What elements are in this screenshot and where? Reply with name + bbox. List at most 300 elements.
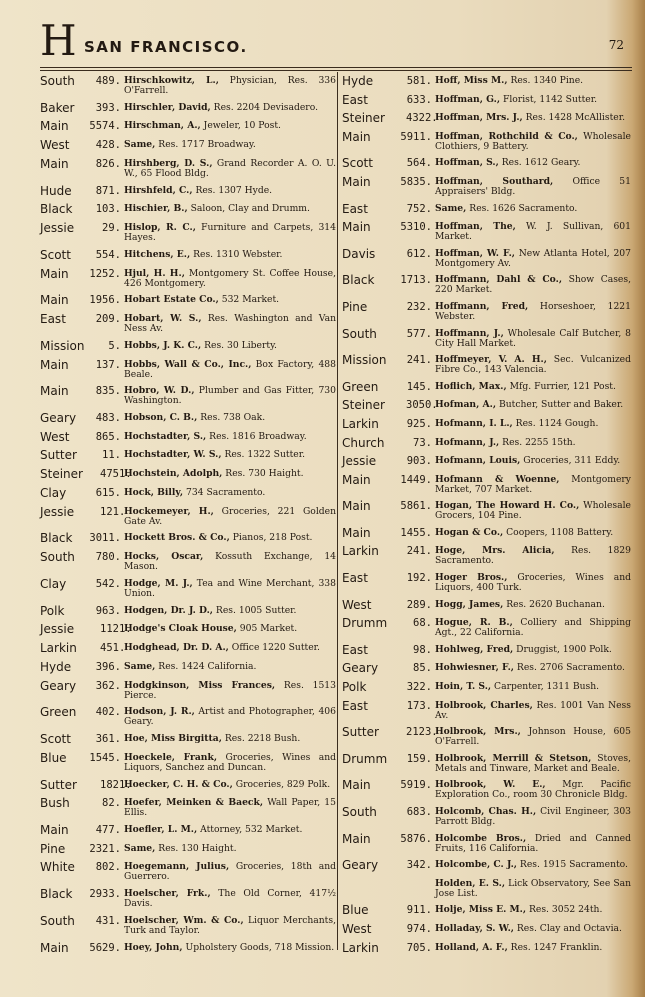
phone-number: 1455. xyxy=(400,526,432,539)
listing-name: Hochstadter, S., xyxy=(124,430,207,442)
exchange-name: Clay xyxy=(40,485,67,500)
listing-detail: Show Cases, 220 Market. xyxy=(435,274,631,296)
listing-text xyxy=(124,623,336,634)
header-rule-thin xyxy=(40,70,632,71)
exchange-name: East xyxy=(342,571,368,586)
listing-name: Hobson, C. B., xyxy=(124,412,198,424)
phone-number: 68. xyxy=(413,617,432,630)
exchange-name: Steiner xyxy=(40,467,83,482)
listing-text xyxy=(435,859,631,870)
exchange-name: Davis xyxy=(342,246,376,261)
listing-name: Hobbs, Wall & Co., Inc., xyxy=(124,358,252,370)
listing-name: Holje, Miss E. M., xyxy=(435,904,527,916)
listing-text xyxy=(435,753,631,774)
directory-entry xyxy=(40,75,336,96)
listing-detail: Jeweler, 10 Post. xyxy=(200,120,281,132)
phone-number: 554. xyxy=(95,248,121,261)
directory-entry xyxy=(342,500,631,521)
exchange-name: Black xyxy=(40,531,73,546)
listing-text xyxy=(435,700,631,721)
directory-entry xyxy=(342,644,631,657)
listing-detail: Res. 1247 Franklin. xyxy=(507,941,603,953)
listing-text xyxy=(435,599,631,610)
exchange-name: Baker xyxy=(40,100,75,115)
listing-name: Hoe, Miss Birgitta, xyxy=(124,733,222,745)
phone-number: 1956. xyxy=(89,294,121,307)
city-title: SAN FRANCISCO. xyxy=(84,38,248,56)
listing-text xyxy=(124,605,336,616)
listing-text xyxy=(435,437,631,448)
phone-number: 477. xyxy=(95,823,121,836)
listing-detail: Furniture and Carpets, 314 Hayes. xyxy=(124,222,336,244)
phone-number: 103. xyxy=(95,203,121,216)
exchange-name: East xyxy=(342,698,368,713)
listing-text xyxy=(435,248,631,269)
directory-entry xyxy=(342,437,631,450)
listing-name: Hoffman, W. F., xyxy=(435,247,515,259)
phone-number: 963. xyxy=(95,604,121,617)
directory-entry xyxy=(342,527,631,540)
listing-detail: Res. 1340 Pine. xyxy=(507,75,584,86)
listing-name: Holladay, S. W., xyxy=(435,922,514,934)
listing-detail: Saloon, Clay and Drumm. xyxy=(187,203,310,215)
listing-name: Hodgkinson, Miss Frances, xyxy=(124,679,276,691)
exchange-name: Hyde xyxy=(342,74,374,88)
listing-text xyxy=(435,301,631,322)
listing-name: Hoffman, S., xyxy=(435,157,499,169)
listing-text xyxy=(124,468,336,479)
listing-text xyxy=(124,431,336,442)
directory-entry xyxy=(40,578,336,599)
exchange-name: West xyxy=(40,138,70,153)
phone-number: 564. xyxy=(406,157,432,170)
phone-number: 5919. xyxy=(400,779,432,792)
listing-detail: Attorney, 532 Market. xyxy=(197,823,303,835)
directory-entry xyxy=(40,449,336,462)
listing-text xyxy=(124,506,336,527)
exchange-name: Main xyxy=(342,831,371,846)
listing-detail: Wall Paper, 15 Ellis. xyxy=(124,797,336,819)
directory-entry xyxy=(40,385,336,406)
directory-entry xyxy=(40,942,336,955)
listing-name: Hohwiesner, F., xyxy=(435,662,514,674)
phone-number: 5574. xyxy=(89,120,121,133)
listing-name: Hocks, Oscar, xyxy=(124,551,204,563)
listing-detail: The Old Corner, 417½ Davis. xyxy=(124,888,336,910)
directory-entry xyxy=(342,806,631,827)
directory-entry xyxy=(40,431,336,444)
listing-detail: W. J. Sullivan, 601 Market. xyxy=(435,221,631,243)
phone-number: 1713. xyxy=(400,274,432,287)
listing-detail: Pianos, 218 Post. xyxy=(229,532,313,544)
listing-detail: Office 51 Appraisers' Bldg. xyxy=(435,175,631,197)
phone-number: 5861. xyxy=(400,500,432,513)
listing-text xyxy=(435,572,631,593)
phone-number: 362. xyxy=(95,679,121,692)
phone-number: 542. xyxy=(95,577,121,590)
listing-detail: Tea and Wine Merchant, 338 Union. xyxy=(124,577,336,599)
phone-number: 5876. xyxy=(400,832,432,845)
exchange-name: Mission xyxy=(40,338,85,353)
listing-text xyxy=(124,222,336,243)
phone-number: 3011. xyxy=(89,532,121,545)
listing-text xyxy=(124,551,336,572)
listing-name: Hoge, Mrs. Alicia, xyxy=(435,545,555,557)
phone-number: 5911. xyxy=(400,130,432,143)
exchange-name: Scott xyxy=(40,732,71,747)
listing-detail: Res. 130 Haight. xyxy=(155,842,237,854)
listing-detail: Wholesale Grocers, 104 Pine. xyxy=(435,500,631,522)
listing-detail: Res. 1829 Sacramento. xyxy=(435,545,631,567)
listing-name: Hoey, John, xyxy=(124,941,183,953)
directory-entry xyxy=(40,487,336,500)
exchange-name: Main xyxy=(342,174,371,189)
column-divider xyxy=(337,72,338,950)
listing-detail: Druggist, 1900 Polk. xyxy=(513,643,612,655)
page-header xyxy=(40,18,630,66)
listing-detail: Carpenter, 1311 Bush. xyxy=(491,681,600,693)
exchange-name: Drumm xyxy=(342,616,388,631)
listing-name: Hoffmeyer, V. A. H., xyxy=(435,354,547,366)
listing-text xyxy=(124,487,336,498)
listing-name: Hoffmann, J., xyxy=(435,327,504,339)
listing-name: Hirschkowitz, L., xyxy=(124,75,219,86)
directory-entry xyxy=(342,221,631,242)
exchange-name: East xyxy=(40,312,66,327)
directory-entry xyxy=(40,203,336,216)
listing-text xyxy=(435,75,631,86)
listing-text xyxy=(124,578,336,599)
directory-entry xyxy=(40,915,336,936)
listing-text xyxy=(124,797,336,818)
listing-detail: Montgomery Market, 707 Market. xyxy=(435,473,631,495)
listing-text xyxy=(124,861,336,882)
listing-detail: Montgomery St. Coffee House, 426 Montgomery. xyxy=(124,267,336,289)
exchange-name: Steiner xyxy=(342,111,385,126)
listing-text xyxy=(124,733,336,744)
listing-detail: Res. 2255 15th. xyxy=(499,436,576,448)
exchange-name: Pine xyxy=(40,841,66,856)
phone-number: 451. xyxy=(100,642,126,655)
listing-text xyxy=(124,340,336,351)
listing-name: Hoeckele, Frank, xyxy=(124,751,218,763)
listing-name: Hodghead, Dr. D. A., xyxy=(124,642,229,654)
phone-number: 322. xyxy=(406,681,432,694)
listing-detail: Mfg. Furrier, 121 Post. xyxy=(506,380,616,392)
directory-entry xyxy=(40,680,336,701)
directory-entry xyxy=(40,185,336,198)
listing-name: Holcombe Bros., xyxy=(435,832,527,844)
listing-detail: Box Factory, 488 Beale. xyxy=(124,358,336,380)
phone-number: 342. xyxy=(406,859,432,872)
listing-name: Hoefer, Meinken & Baeck, xyxy=(124,797,264,809)
exchange-name: Larkin xyxy=(342,544,379,559)
exchange-name: Polk xyxy=(40,603,65,618)
listing-detail: Groceries, 829 Polk. xyxy=(232,778,331,790)
listing-text xyxy=(124,752,336,773)
listing-text xyxy=(435,617,631,638)
directory-entry xyxy=(342,131,631,152)
listing-name: Same, xyxy=(124,660,156,672)
listing-name: Holbrook, W. E., xyxy=(435,779,546,791)
listing-name: Hirschman, A., xyxy=(124,120,201,132)
listing-name: Hoffmann, Fred, xyxy=(435,300,529,312)
exchange-name: Main xyxy=(40,940,69,955)
phone-number: 5835. xyxy=(400,175,432,188)
exchange-name: Main xyxy=(342,525,371,540)
exchange-name: Church xyxy=(342,435,385,450)
listing-detail: Physician, Res. 336 O'Farrell. xyxy=(124,75,336,96)
listing-text xyxy=(435,644,631,655)
directory-entry xyxy=(40,102,336,115)
left-column xyxy=(40,75,336,955)
exchange-name: Main xyxy=(40,357,69,372)
listing-name: Hoffman, Southard, xyxy=(435,175,554,187)
phone-number: 615. xyxy=(95,486,121,499)
listing-detail: Res. 30 Liberty. xyxy=(201,339,277,351)
directory-entry xyxy=(40,623,336,636)
listing-text xyxy=(124,412,336,423)
listing-text xyxy=(435,878,631,899)
listing-text xyxy=(435,157,631,168)
listing-name: Same, xyxy=(435,202,467,214)
listing-detail: 734 Sacramento. xyxy=(183,486,266,498)
listing-detail: Plumber and Gas Fitter, 730 Washington. xyxy=(124,385,336,407)
phone-number: 1545. xyxy=(89,751,121,764)
phone-number: 11. xyxy=(102,449,121,462)
phone-number: 192. xyxy=(406,572,432,585)
listing-text xyxy=(435,131,631,152)
listing-name: Hobart Estate Co., xyxy=(124,294,219,306)
phone-number: 974. xyxy=(406,922,432,935)
header-rule xyxy=(40,67,632,68)
directory-entry xyxy=(40,888,336,909)
directory-entry xyxy=(40,506,336,527)
phone-number: 1121. xyxy=(100,623,132,636)
listing-text xyxy=(435,779,631,800)
exchange-name: Main xyxy=(342,129,371,144)
exchange-name: Main xyxy=(40,822,69,837)
directory-entry xyxy=(40,158,336,179)
listing-name: Hoelscher, Frk., xyxy=(124,888,211,900)
phone-number: 209. xyxy=(95,313,121,326)
listing-text xyxy=(435,176,631,197)
exchange-name: Jessie xyxy=(40,221,75,236)
listing-detail: New Atlanta Hotel, 207 Montgomery Av. xyxy=(435,247,631,269)
listing-detail: Res. 1626 Sacramento. xyxy=(466,202,578,214)
phone-number: 4322. xyxy=(406,112,438,125)
listing-text xyxy=(435,942,631,953)
listing-detail: Johnson House, 605 O'Farrell. xyxy=(435,726,631,748)
listing-detail: Civil Engineer, 303 Parrott Bldg. xyxy=(435,806,632,827)
listing-text xyxy=(435,545,631,566)
page-number: 72 xyxy=(608,38,624,52)
directory-entry xyxy=(342,94,631,107)
listing-name: Hobbs, J. K. C., xyxy=(124,339,202,351)
listing-text xyxy=(124,120,336,131)
phone-number: 121. xyxy=(100,505,126,518)
directory-entry xyxy=(342,599,631,612)
listing-name: Hodson, J. R., xyxy=(124,706,195,718)
listing-name: Hirshberg, D. S., xyxy=(124,157,213,169)
listing-detail: Colliery and Shipping Agt., 22 California. xyxy=(435,617,631,639)
listing-text xyxy=(124,268,336,289)
listing-detail: Lick Observatory, See San Jose List. xyxy=(435,877,632,899)
exchange-name: Main xyxy=(342,778,371,793)
listing-name: Holcomb, Chas. H., xyxy=(435,806,537,817)
exchange-name: Main xyxy=(342,220,371,235)
listing-name: Hofmann & Woenne, xyxy=(435,473,560,485)
listing-detail: Res. 1612 Geary. xyxy=(498,157,581,169)
listing-text xyxy=(435,527,631,538)
listing-text xyxy=(435,112,631,123)
phone-number: 241. xyxy=(406,354,432,367)
phone-number: 865. xyxy=(95,430,121,443)
listing-text xyxy=(124,294,336,305)
directory-entry xyxy=(342,833,631,854)
exchange-name: Geary xyxy=(40,678,77,693)
listing-detail: Coopers, 1108 Battery. xyxy=(503,526,614,538)
phone-number: 1252. xyxy=(89,267,121,280)
directory-entry xyxy=(342,859,631,872)
listing-text xyxy=(435,328,631,349)
listing-detail: Res. 2204 Devisadero. xyxy=(210,101,318,113)
directory-entry xyxy=(342,681,631,694)
listing-detail: Horseshoer, 1221 Webster. xyxy=(435,300,631,322)
directory-entry xyxy=(40,340,336,353)
phone-number: 361. xyxy=(95,733,121,746)
listing-text xyxy=(124,359,336,380)
directory-entry xyxy=(342,75,631,88)
listing-text xyxy=(435,923,631,934)
listing-detail: 532 Market. xyxy=(218,294,280,306)
listing-text xyxy=(124,642,336,653)
listing-name: Hoff, Miss M., xyxy=(435,75,508,86)
listing-name: Hobro, W. D., xyxy=(124,385,195,397)
listing-detail: Res. 1915 Sacramento. xyxy=(517,859,628,871)
exchange-name: Main xyxy=(342,499,371,514)
listing-detail: Groceries, 18th and Guerrero. xyxy=(124,861,336,883)
phone-number: 29. xyxy=(102,222,121,235)
listing-name: Hofman, A., xyxy=(435,399,497,411)
listing-text xyxy=(124,661,336,672)
directory-entry xyxy=(342,157,631,170)
listing-name: Holcombe, C. J., xyxy=(435,859,517,871)
phone-number: 612. xyxy=(406,247,432,260)
exchange-name: Black xyxy=(40,887,73,902)
listing-name: Hoffman, Rothchild & Co., xyxy=(435,130,578,142)
directory-entry xyxy=(342,203,631,216)
listing-text xyxy=(435,354,631,375)
listing-text xyxy=(124,203,336,214)
directory-entry xyxy=(342,399,631,412)
listing-name: Hogan & Co., xyxy=(435,526,504,538)
directory-entry xyxy=(342,662,631,675)
listing-detail: Liquor Merchants, Turk and Taylor. xyxy=(124,914,336,936)
directory-entry xyxy=(342,112,631,125)
phone-number: 396. xyxy=(95,660,121,673)
listing-name: Holbrook, Merrill & Stetson, xyxy=(435,752,592,764)
listing-name: Holland, A. F., xyxy=(435,941,508,953)
exchange-name: South xyxy=(342,326,377,341)
listing-text xyxy=(124,680,336,701)
listing-name: Hochstadter, W. S., xyxy=(124,449,222,461)
section-letter: H xyxy=(40,16,77,65)
phone-number: 903. xyxy=(406,455,432,468)
phone-number: 826. xyxy=(95,157,121,170)
exchange-name: White xyxy=(40,860,75,875)
listing-detail: Stoves, Metals and Tinware, Market and Beale. xyxy=(435,752,632,774)
phone-number: 393. xyxy=(95,101,121,114)
listing-detail: Groceries, Wines and Liquors, Sanchez and Duncan. xyxy=(124,751,337,773)
exchange-name: Black xyxy=(40,202,73,217)
listing-name: Same, xyxy=(124,842,156,854)
listing-name: Hodge's Cloak House, xyxy=(124,623,237,635)
listing-text xyxy=(435,833,631,854)
listing-name: Hoffman, The, xyxy=(435,221,516,233)
listing-detail: Res. 1513 Pierce. xyxy=(124,679,337,701)
directory-entry xyxy=(342,418,631,431)
directory-entry xyxy=(342,354,631,375)
listing-detail: Res. 1717 Broadway. xyxy=(155,139,256,151)
exchange-name: Sutter xyxy=(40,448,77,463)
listing-name: Hischier, B., xyxy=(124,203,188,215)
directory-entry xyxy=(40,532,336,545)
exchange-name: East xyxy=(342,92,368,107)
listing-name: Hoin, T. S., xyxy=(435,681,492,693)
directory-entry xyxy=(40,797,336,818)
listing-name: Hoecker, C. H. & Co., xyxy=(124,778,233,790)
phone-number: 5310. xyxy=(400,221,432,234)
directory-entry xyxy=(342,700,631,721)
listing-text xyxy=(124,888,336,909)
exchange-name: Sutter xyxy=(40,777,77,792)
directory-entry xyxy=(342,572,631,593)
listing-detail: Wholesale Calf Butcher, 8 City Hall Market. xyxy=(435,327,632,349)
phone-number: 3050. xyxy=(406,399,438,412)
exchange-name: Polk xyxy=(342,680,367,695)
exchange-name: Main xyxy=(40,384,69,399)
directory-entry xyxy=(342,474,631,495)
listing-detail: Res. 2218 Bush. xyxy=(221,733,301,745)
listing-text xyxy=(435,474,631,495)
listing-text xyxy=(124,139,336,150)
listing-text xyxy=(124,915,336,936)
phone-number: 835. xyxy=(95,385,121,398)
exchange-name: Main xyxy=(40,266,69,281)
directory-entry xyxy=(40,824,336,837)
exchange-name: Mission xyxy=(342,353,387,368)
directory-entry xyxy=(342,942,631,955)
exchange-name: Hyde xyxy=(40,659,72,674)
phone-number: 2933. xyxy=(89,888,121,901)
listing-text xyxy=(124,779,336,790)
listing-name: Hodge, M. J., xyxy=(124,577,193,589)
listing-detail: Res. 1307 Hyde. xyxy=(192,184,273,196)
exchange-name: Jessie xyxy=(342,454,377,469)
directory-entry xyxy=(40,412,336,425)
listing-text xyxy=(435,681,631,692)
directory-entry xyxy=(40,222,336,243)
directory-entry xyxy=(342,726,631,747)
listing-detail: Groceries, Wines and Liquors, 400 Turk. xyxy=(435,572,631,594)
listing-text xyxy=(435,418,631,429)
phone-number: 145. xyxy=(406,380,432,393)
directory-entry xyxy=(342,301,631,322)
listing-name: Hirshfeld, C., xyxy=(124,184,193,196)
directory-entry xyxy=(40,268,336,289)
listing-detail: Res. 2620 Buchanan. xyxy=(503,598,605,610)
